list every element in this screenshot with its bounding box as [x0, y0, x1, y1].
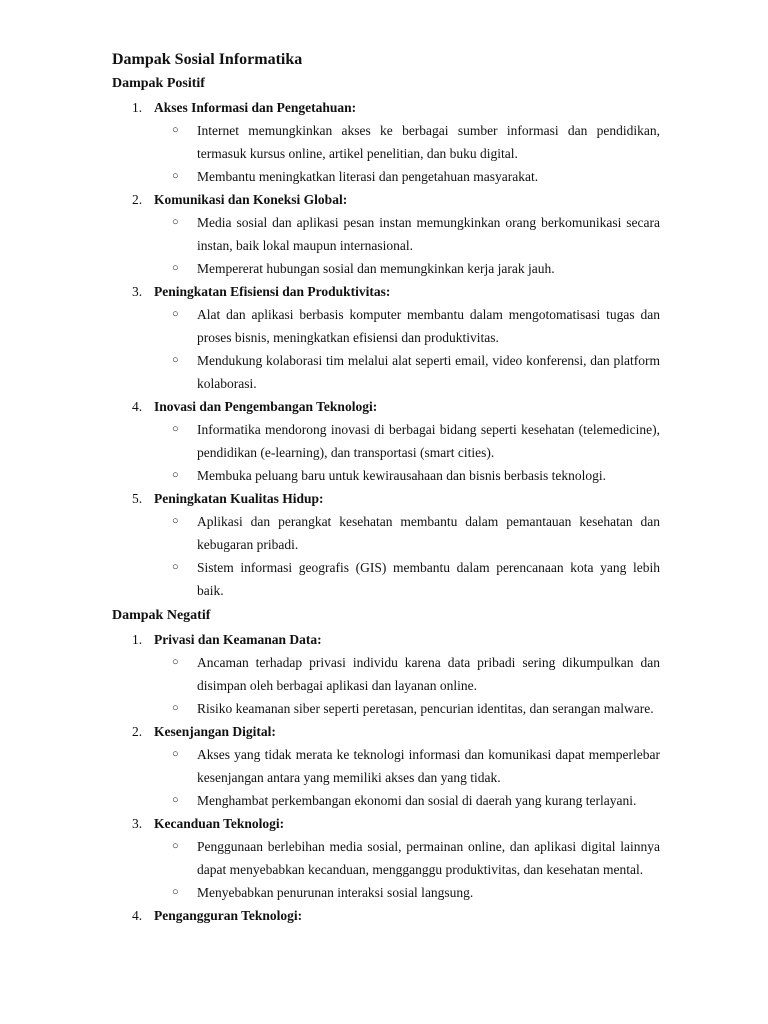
point-list [112, 303, 660, 395]
topic-title: Komunikasi dan Koneksi Global: [154, 192, 348, 207]
topic-heading [112, 280, 660, 303]
point-text: Ancaman terhadap privasi individu karena data pribadi sering dikumpulkan dan disimpan oleh berbagai aplikasi dan layanan online. [197, 655, 660, 693]
point-item [112, 165, 660, 188]
topic-title: Peningkatan Kualitas Hidup: [154, 491, 324, 506]
topic-list [112, 96, 660, 602]
topic-heading [112, 904, 660, 927]
point-text: Menghambat perkembangan ekonomi dan sosial di daerah yang kurang terlayani. [197, 793, 637, 808]
point-item [112, 418, 660, 464]
point-text: Aplikasi dan perangkat kesehatan membantu dalam pemantauan kesehatan dan kebugaran pribadi. [197, 514, 660, 552]
point-item [112, 510, 660, 556]
document-sections [112, 74, 660, 927]
point-item [112, 257, 660, 280]
point-item [112, 464, 660, 487]
point-item [112, 556, 660, 602]
point-text: Alat dan aplikasi berbasis komputer membantu dalam mengotomatisasi tugas dan proses bisnis, meningkatkan efisiensi dan produktivitas. [197, 307, 660, 345]
hollow-circle-bullet-icon: ○ [172, 840, 179, 852]
topic-title: Kesenjangan Digital: [154, 724, 276, 739]
topic-heading [112, 720, 660, 743]
document-page [112, 50, 660, 931]
topic-heading [112, 628, 660, 651]
point-text: Mendukung kolaborasi tim melalui alat seperti email, video konferensi, dan platform kolaborasi. [197, 353, 660, 391]
point-list [112, 743, 660, 812]
section-heading: Dampak Positif [112, 76, 205, 91]
topic-number: 1. [132, 632, 143, 647]
point-list [112, 510, 660, 602]
topic-heading [112, 487, 660, 510]
point-text: Sistem informasi geografis (GIS) membantu dalam perencanaan kota yang lebih baik. [197, 560, 660, 598]
topic-title: Pengangguran Teknologi: [154, 908, 303, 923]
hollow-circle-bullet-icon: ○ [172, 561, 179, 573]
point-item [112, 119, 660, 165]
topic-heading [112, 96, 660, 119]
point-item [112, 697, 660, 720]
hollow-circle-bullet-icon: ○ [172, 216, 179, 228]
point-text: Internet memungkinkan akses ke berbagai sumber informasi dan pendidikan, termasuk kursus online, artikel penelitian, dan buku digital. [197, 123, 660, 161]
point-item [112, 651, 660, 697]
point-list [112, 651, 660, 720]
topic-number: 1. [132, 100, 143, 115]
hollow-circle-bullet-icon: ○ [172, 515, 179, 527]
hollow-circle-bullet-icon: ○ [172, 170, 179, 182]
hollow-circle-bullet-icon: ○ [172, 262, 179, 274]
point-list [112, 119, 660, 188]
point-text: Risiko keamanan siber seperti peretasan, pencurian identitas, dan serangan malware. [197, 701, 654, 716]
topic-item [112, 280, 660, 395]
topic-list [112, 628, 660, 927]
section-positive-impact [112, 74, 660, 602]
point-text: Penggunaan berlebihan media sosial, permainan online, dan aplikasi digital lainnya dapat menyebabkan kecanduan, mengganggu produktivitas, dan kesehatan mental. [197, 839, 660, 877]
point-item [112, 349, 660, 395]
point-text: Akses yang tidak merata ke teknologi informasi dan komunikasi dapat memperlebar kesenjangan antara yang memiliki akses dan yang tidak. [197, 747, 660, 785]
topic-heading [112, 812, 660, 835]
topic-item [112, 487, 660, 602]
topic-title: Peningkatan Efisiensi dan Produktivitas: [154, 284, 391, 299]
point-item [112, 303, 660, 349]
topic-item [112, 904, 660, 927]
topic-number: 4. [132, 399, 143, 414]
point-item [112, 881, 660, 904]
topic-title: Privasi dan Keamanan Data: [154, 632, 322, 647]
point-list [112, 211, 660, 280]
topic-title: Inovasi dan Pengembangan Teknologi: [154, 399, 378, 414]
topic-heading [112, 395, 660, 418]
topic-item [112, 96, 660, 188]
hollow-circle-bullet-icon: ○ [172, 354, 179, 366]
point-text: Membuka peluang baru untuk kewirausahaan dan bisnis berbasis teknologi. [197, 468, 607, 483]
point-item [112, 835, 660, 881]
point-text: Mempererat hubungan sosial dan memungkinkan kerja jarak jauh. [197, 261, 555, 276]
topic-title: Akses Informasi dan Pengetahuan: [154, 100, 357, 115]
hollow-circle-bullet-icon: ○ [172, 469, 179, 481]
hollow-circle-bullet-icon: ○ [172, 124, 179, 136]
hollow-circle-bullet-icon: ○ [172, 794, 179, 806]
topic-title: Kecanduan Teknologi: [154, 816, 285, 831]
topic-item [112, 812, 660, 904]
topic-number: 4. [132, 908, 143, 923]
hollow-circle-bullet-icon: ○ [172, 886, 179, 898]
topic-item [112, 628, 660, 720]
point-item [112, 211, 660, 257]
topic-item [112, 395, 660, 487]
point-item [112, 789, 660, 812]
hollow-circle-bullet-icon: ○ [172, 308, 179, 320]
point-item [112, 743, 660, 789]
point-text: Membantu meningkatkan literasi dan pengetahuan masyarakat. [197, 169, 539, 184]
topic-item [112, 188, 660, 280]
point-text: Menyebabkan penurunan interaksi sosial langsung. [197, 885, 474, 900]
section-heading: Dampak Negatif [112, 608, 211, 623]
point-list [112, 835, 660, 904]
hollow-circle-bullet-icon: ○ [172, 423, 179, 435]
document-title: Dampak Sosial Informatika [112, 51, 303, 68]
point-text: Media sosial dan aplikasi pesan instan memungkinkan orang berkomunikasi secara instan, baik lokal maupun internasional. [197, 215, 660, 253]
topic-item [112, 720, 660, 812]
hollow-circle-bullet-icon: ○ [172, 702, 179, 714]
topic-number: 3. [132, 284, 143, 299]
topic-number: 5. [132, 491, 143, 506]
topic-number: 3. [132, 816, 143, 831]
topic-number: 2. [132, 192, 143, 207]
point-text: Informatika mendorong inovasi di berbagai bidang seperti kesehatan (telemedicine), pendidikan (e-learning), dan transportasi (smart cities). [197, 422, 660, 460]
hollow-circle-bullet-icon: ○ [172, 656, 179, 668]
hollow-circle-bullet-icon: ○ [172, 748, 179, 760]
point-list [112, 418, 660, 487]
section-negative-impact [112, 606, 660, 927]
topic-number: 2. [132, 724, 143, 739]
topic-heading [112, 188, 660, 211]
